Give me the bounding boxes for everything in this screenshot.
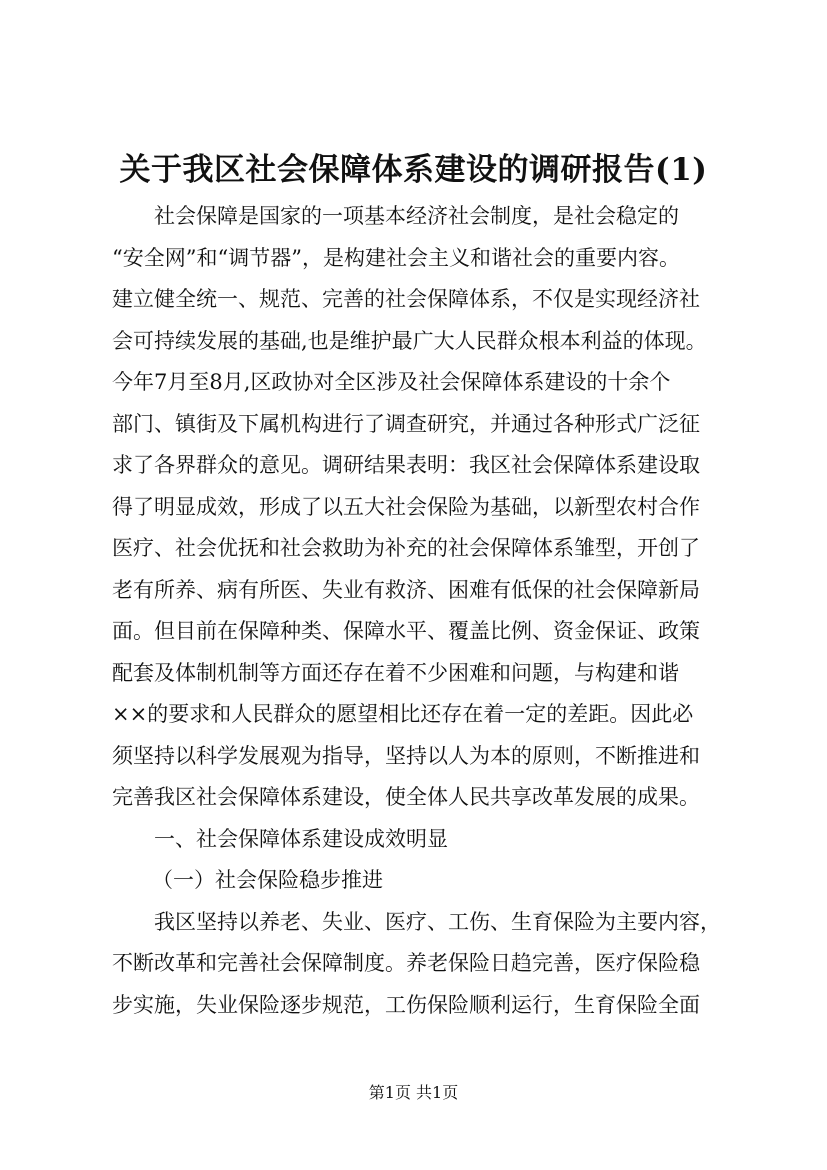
paragraph-line: 会可持续发展的基础,也是维护最广大人民群众根本利益的体现。	[112, 328, 707, 353]
page-footer: 第1页 共1页	[368, 1083, 459, 1102]
paragraph-line: 步实施，失业保险逐步规范，工伤保险顺利运行，生育保险全面	[112, 992, 700, 1017]
paragraph-line: 得了明显成效，形成了以五大社会保险为基础，以新型农村合作	[112, 494, 700, 519]
paragraph-line: 老有所养、病有所医、失业有救济、困难有低保的社会保障新局	[112, 577, 700, 602]
paragraph-line: 配套及体制机制等方面还存在着不少困难和问题，与构建和谐	[112, 660, 679, 685]
paragraph-line: 不断改革和完善社会保障制度。养老保险日趋完善，医疗保险稳	[112, 951, 700, 975]
document-body	[112, 196, 740, 1026]
paragraph-line: 社会保障是国家的一项基本经济社会制度，是社会稳定的	[154, 204, 679, 228]
subsection-heading: （一）社会保险稳步推进	[152, 868, 383, 892]
paragraph-line: 建立健全统一、规范、完善的社会保障体系，不仅是实现经济社	[112, 287, 700, 311]
paragraph-line: 今年7月至8月,区政协对全区涉及社会保障体系建设的十余个	[112, 370, 671, 394]
paragraph-line: 我区坚持以养老、失业、医疗、工伤、生育保险为主要内容，	[154, 909, 721, 934]
paragraph-line: 须坚持以科学发展观为指导，坚持以人为本的原则，不断推进和	[112, 743, 700, 768]
document-title: 关于我区社会保障体系建设的调研报告(1)	[119, 152, 708, 188]
paragraph-line: 求了各界群众的意见。调研结果表明：我区社会保障体系建设取	[112, 453, 700, 477]
paragraph-line: 完善我区社会保障体系建设，使全体人民共享改革发展的成果。	[112, 785, 700, 809]
paragraph-line: “安全网”和“调节器”，是构建社会主义和谐社会的重要内容。	[112, 245, 680, 270]
section-heading: 一、社会保障体系建设成效明显	[154, 826, 448, 851]
paragraph-line: 医疗、社会优抚和社会救助为补充的社会保障体系雏型，开创了	[112, 536, 700, 560]
paragraph-line: ××的要求和人民群众的愿望相比还存在着一定的差距。因此必	[112, 702, 694, 726]
paragraph-line: 部门、镇街及下属机构进行了调查研究，并通过各种形式广泛征	[112, 411, 700, 436]
paragraph-line: 面。但目前在保障种类、保障水平、覆盖比例、资金保证、政策	[112, 619, 700, 643]
